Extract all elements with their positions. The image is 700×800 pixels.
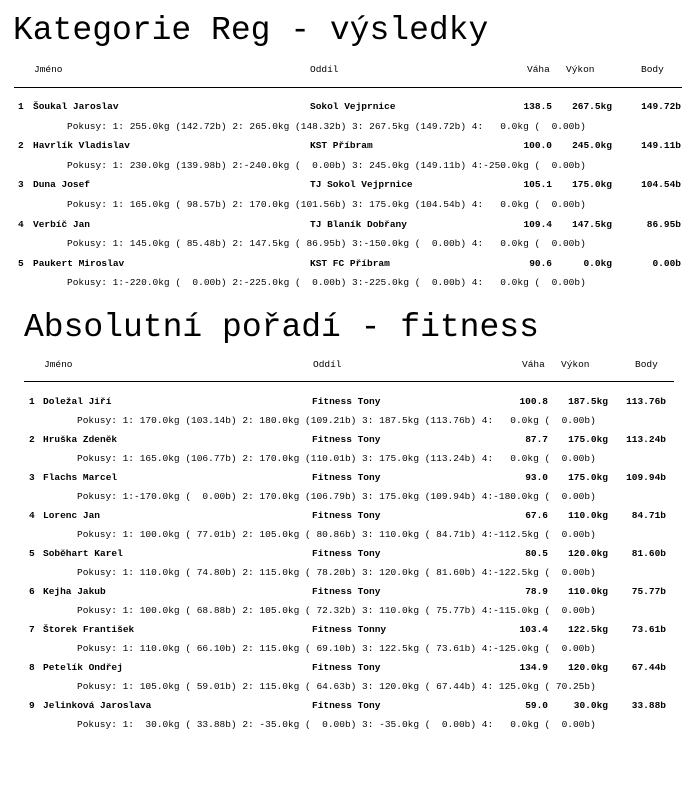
competitor-club: Fitness Tony bbox=[312, 510, 381, 522]
competitor-club: TJ Blaník Dobřany bbox=[310, 218, 407, 230]
competitor-rank: 3 bbox=[18, 179, 24, 191]
competitor-performance: 245.0kg bbox=[572, 140, 612, 152]
competitor-performance: 110.0kg bbox=[568, 510, 608, 522]
competitor-attempts: Pokusy: 1: 100.0kg ( 77.01b) 2: 105.0kg ( 80.86b) 3: 110.0kg ( 84.71b) 4:-112.5kg ( 0.00b) bbox=[77, 528, 596, 540]
competitor-name: Paukert Miroslav bbox=[33, 257, 125, 269]
competitor-attempts: Pokusy: 1: 230.0kg (139.98b) 2:-240.0kg ( 0.00b) 3: 245.0kg (149.11b) 4:-250.0kg ( 0.00b) bbox=[67, 159, 586, 171]
competitor-weight: 93.0 bbox=[525, 472, 548, 484]
competitor-name: Duna Josef bbox=[33, 179, 91, 191]
competitor-weight: 134.9 bbox=[519, 662, 548, 674]
competitor-rank: 8 bbox=[29, 662, 35, 674]
header-name: Jméno bbox=[44, 359, 73, 370]
competitor-row bbox=[0, 624, 700, 643]
competitor-rank: 9 bbox=[29, 700, 35, 712]
competitor-club: Fitness Tony bbox=[312, 700, 381, 712]
competitor-points: 84.71b bbox=[631, 510, 666, 522]
header-weight: Váha bbox=[522, 359, 545, 370]
competitor-weight: 59.0 bbox=[525, 700, 548, 712]
header-club: Oddíl bbox=[310, 64, 339, 75]
competitor-row bbox=[0, 434, 700, 453]
competitor-club: Fitness Tony bbox=[312, 396, 381, 407]
header-performance: Výkon bbox=[561, 359, 590, 370]
competitor-club: Fitness Tony bbox=[312, 548, 381, 560]
section-title: Absolutní pořadí - fitness bbox=[24, 309, 539, 346]
competitor-rank: 2 bbox=[18, 140, 24, 152]
competitor-points: 67.44b bbox=[631, 662, 666, 674]
competitor-weight: 100.8 bbox=[519, 396, 548, 407]
competitor-points: 109.94b bbox=[626, 472, 666, 484]
competitor-performance: 267.5kg bbox=[572, 101, 612, 112]
competitor-points: 113.76b bbox=[626, 396, 666, 407]
competitor-attempts: Pokusy: 1:-170.0kg ( 0.00b) 2: 170.0kg (106.79b) 3: 175.0kg (109.94b) 4:-180.0kg ( 0.00b) bbox=[77, 490, 596, 502]
competitor-performance: 120.0kg bbox=[568, 662, 608, 674]
header-weight: Váha bbox=[527, 64, 550, 75]
competitor-row bbox=[0, 472, 700, 491]
competitor-attempts: Pokusy: 1: 110.0kg ( 74.80b) 2: 115.0kg ( 78.20b) 3: 120.0kg ( 81.60b) 4:-122.5kg ( 0.00b) bbox=[77, 567, 596, 578]
competitor-performance: 110.0kg bbox=[568, 586, 608, 598]
competitor-club: Fitness Tonny bbox=[312, 624, 387, 636]
competitor-rank: 5 bbox=[29, 548, 35, 560]
competitor-name: Verbíč Jan bbox=[33, 218, 91, 230]
competitor-rank: 1 bbox=[29, 396, 35, 407]
competitor-weight: 87.7 bbox=[525, 434, 548, 446]
competitor-attempts: Pokusy: 1: 30.0kg ( 33.88b) 2: -35.0kg ( 0.00b) 3: -35.0kg ( 0.00b) 4: 0.0kg ( 0.00b) bbox=[77, 719, 596, 731]
competitor-rank: 5 bbox=[18, 257, 24, 269]
competitor-name: Jelinková Jaroslava bbox=[43, 700, 152, 712]
competitor-row bbox=[0, 662, 700, 681]
competitor-name: Šoukal Jaroslav bbox=[33, 101, 119, 112]
competitor-club: Fitness Tony bbox=[312, 434, 381, 446]
competitor-club: Fitness Tony bbox=[312, 586, 381, 598]
competitor-rank: 2 bbox=[29, 434, 35, 446]
header-club: Oddíl bbox=[313, 359, 342, 370]
competitor-attempts: Pokusy: 1: 145.0kg ( 85.48b) 2: 147.5kg ( 86.95b) 3:-150.0kg ( 0.00b) 4: 0.0kg ( 0.00b) bbox=[67, 238, 586, 250]
competitor-points: 149.11b bbox=[641, 140, 681, 152]
competitor-rank: 7 bbox=[29, 624, 35, 636]
competitor-performance: 175.0kg bbox=[568, 434, 608, 446]
competitor-performance: 0.0kg bbox=[583, 257, 612, 269]
competitor-attempts: Pokusy: 1: 165.0kg ( 98.57b) 2: 170.0kg (101.56b) 3: 175.0kg (104.54b) 4: 0.0kg ( 0.00b) bbox=[67, 198, 586, 210]
competitor-rank: 1 bbox=[18, 101, 24, 112]
competitor-attempts: Pokusy: 1: 110.0kg ( 66.10b) 2: 115.0kg ( 69.10b) 3: 122.5kg ( 73.61b) 4:-125.0kg ( 0.00b) bbox=[77, 643, 596, 655]
competitor-name: Flachs Marcel bbox=[43, 472, 118, 484]
competitor-row bbox=[0, 700, 700, 719]
competitor-row bbox=[0, 510, 700, 529]
competitor-weight: 78.9 bbox=[525, 586, 548, 598]
competitor-points: 81.60b bbox=[631, 548, 666, 560]
header-divider bbox=[24, 381, 674, 382]
competitor-name: Kejha Jakub bbox=[43, 586, 106, 598]
competitor-name: Hruška Zdeněk bbox=[43, 434, 118, 446]
competitor-performance: 30.0kg bbox=[573, 700, 608, 712]
competitor-club: Fitness Tony bbox=[312, 662, 381, 674]
competitor-row bbox=[0, 586, 700, 605]
competitor-points: 104.54b bbox=[641, 179, 681, 191]
competitor-attempts: Pokusy: 1: 100.0kg ( 68.88b) 2: 105.0kg ( 72.32b) 3: 110.0kg ( 75.77b) 4:-115.0kg ( 0.00b) bbox=[77, 605, 596, 616]
competitor-weight: 105.1 bbox=[523, 179, 552, 191]
competitor-weight: 67.6 bbox=[525, 510, 548, 522]
competitor-row bbox=[0, 396, 700, 415]
competitor-row bbox=[0, 548, 700, 567]
competitor-performance: 175.0kg bbox=[568, 472, 608, 484]
competitor-weight: 90.6 bbox=[529, 257, 552, 269]
competitor-weight: 109.4 bbox=[523, 218, 552, 230]
competitor-club: Fitness Tony bbox=[312, 472, 381, 484]
competitor-points: 75.77b bbox=[631, 586, 666, 598]
competitor-name: Petelík Ondřej bbox=[43, 662, 123, 674]
competitor-attempts: Pokusy: 1:-220.0kg ( 0.00b) 2:-225.0kg ( 0.00b) 3:-225.0kg ( 0.00b) 4: 0.0kg ( 0.00b) bbox=[67, 277, 586, 289]
competitor-attempts: Pokusy: 1: 255.0kg (142.72b) 2: 265.0kg (148.32b) 3: 267.5kg (149.72b) 4: 0.0kg ( 0.00b) bbox=[67, 120, 586, 132]
competitor-performance: 187.5kg bbox=[568, 396, 608, 407]
competitor-name: Doležal Jiří bbox=[43, 396, 112, 407]
competitor-weight: 103.4 bbox=[519, 624, 548, 636]
competitor-points: 86.95b bbox=[646, 218, 681, 230]
header-points: Body bbox=[635, 359, 658, 370]
competitor-performance: 175.0kg bbox=[572, 179, 612, 191]
competitor-name: Štorek František bbox=[43, 624, 135, 636]
competitor-weight: 138.5 bbox=[523, 101, 552, 112]
competitor-points: 149.72b bbox=[641, 101, 681, 112]
competitor-attempts: Pokusy: 1: 165.0kg (106.77b) 2: 170.0kg (110.01b) 3: 175.0kg (113.24b) 4: 0.0kg ( 0.00b) bbox=[77, 452, 596, 464]
competitor-weight: 80.5 bbox=[525, 548, 548, 560]
competitor-club: Sokol Vejprnice bbox=[310, 101, 396, 112]
competitor-rank: 3 bbox=[29, 472, 35, 484]
competitor-name: Soběhart Karel bbox=[43, 548, 123, 560]
competitor-points: 73.61b bbox=[631, 624, 666, 636]
competitor-weight: 100.0 bbox=[523, 140, 552, 152]
competitor-points: 113.24b bbox=[626, 434, 666, 446]
competitor-club: KST FC Příbram bbox=[310, 257, 390, 269]
header-performance: Výkon bbox=[566, 64, 595, 75]
competitor-attempts: Pokusy: 1: 105.0kg ( 59.01b) 2: 115.0kg ( 64.63b) 3: 120.0kg ( 67.44b) 4: 125.0kg ( 70.25b) bbox=[77, 681, 596, 693]
competitor-club: KST Příbram bbox=[310, 140, 373, 152]
competitor-points: 0.00b bbox=[652, 257, 681, 269]
competitor-attempts: Pokusy: 1: 170.0kg (103.14b) 2: 180.0kg (109.21b) 3: 187.5kg (113.76b) 4: 0.0kg ( 0.00b) bbox=[77, 414, 596, 426]
section-title: Kategorie Reg - výsledky bbox=[13, 12, 489, 49]
competitor-rank: 4 bbox=[29, 510, 35, 522]
competitor-performance: 120.0kg bbox=[568, 548, 608, 560]
competitor-rank: 4 bbox=[18, 218, 24, 230]
competitor-name: Lorenc Jan bbox=[43, 510, 101, 522]
competitor-performance: 147.5kg bbox=[572, 218, 612, 230]
competitor-name: Havrlík Vladislav bbox=[33, 140, 130, 152]
competitor-club: TJ Sokol Vejprnice bbox=[310, 179, 413, 191]
competitor-rank: 6 bbox=[29, 586, 35, 598]
header-points: Body bbox=[641, 64, 664, 75]
competitor-performance: 122.5kg bbox=[568, 624, 608, 636]
header-name: Jméno bbox=[34, 64, 63, 75]
competitor-points: 33.88b bbox=[631, 700, 666, 712]
